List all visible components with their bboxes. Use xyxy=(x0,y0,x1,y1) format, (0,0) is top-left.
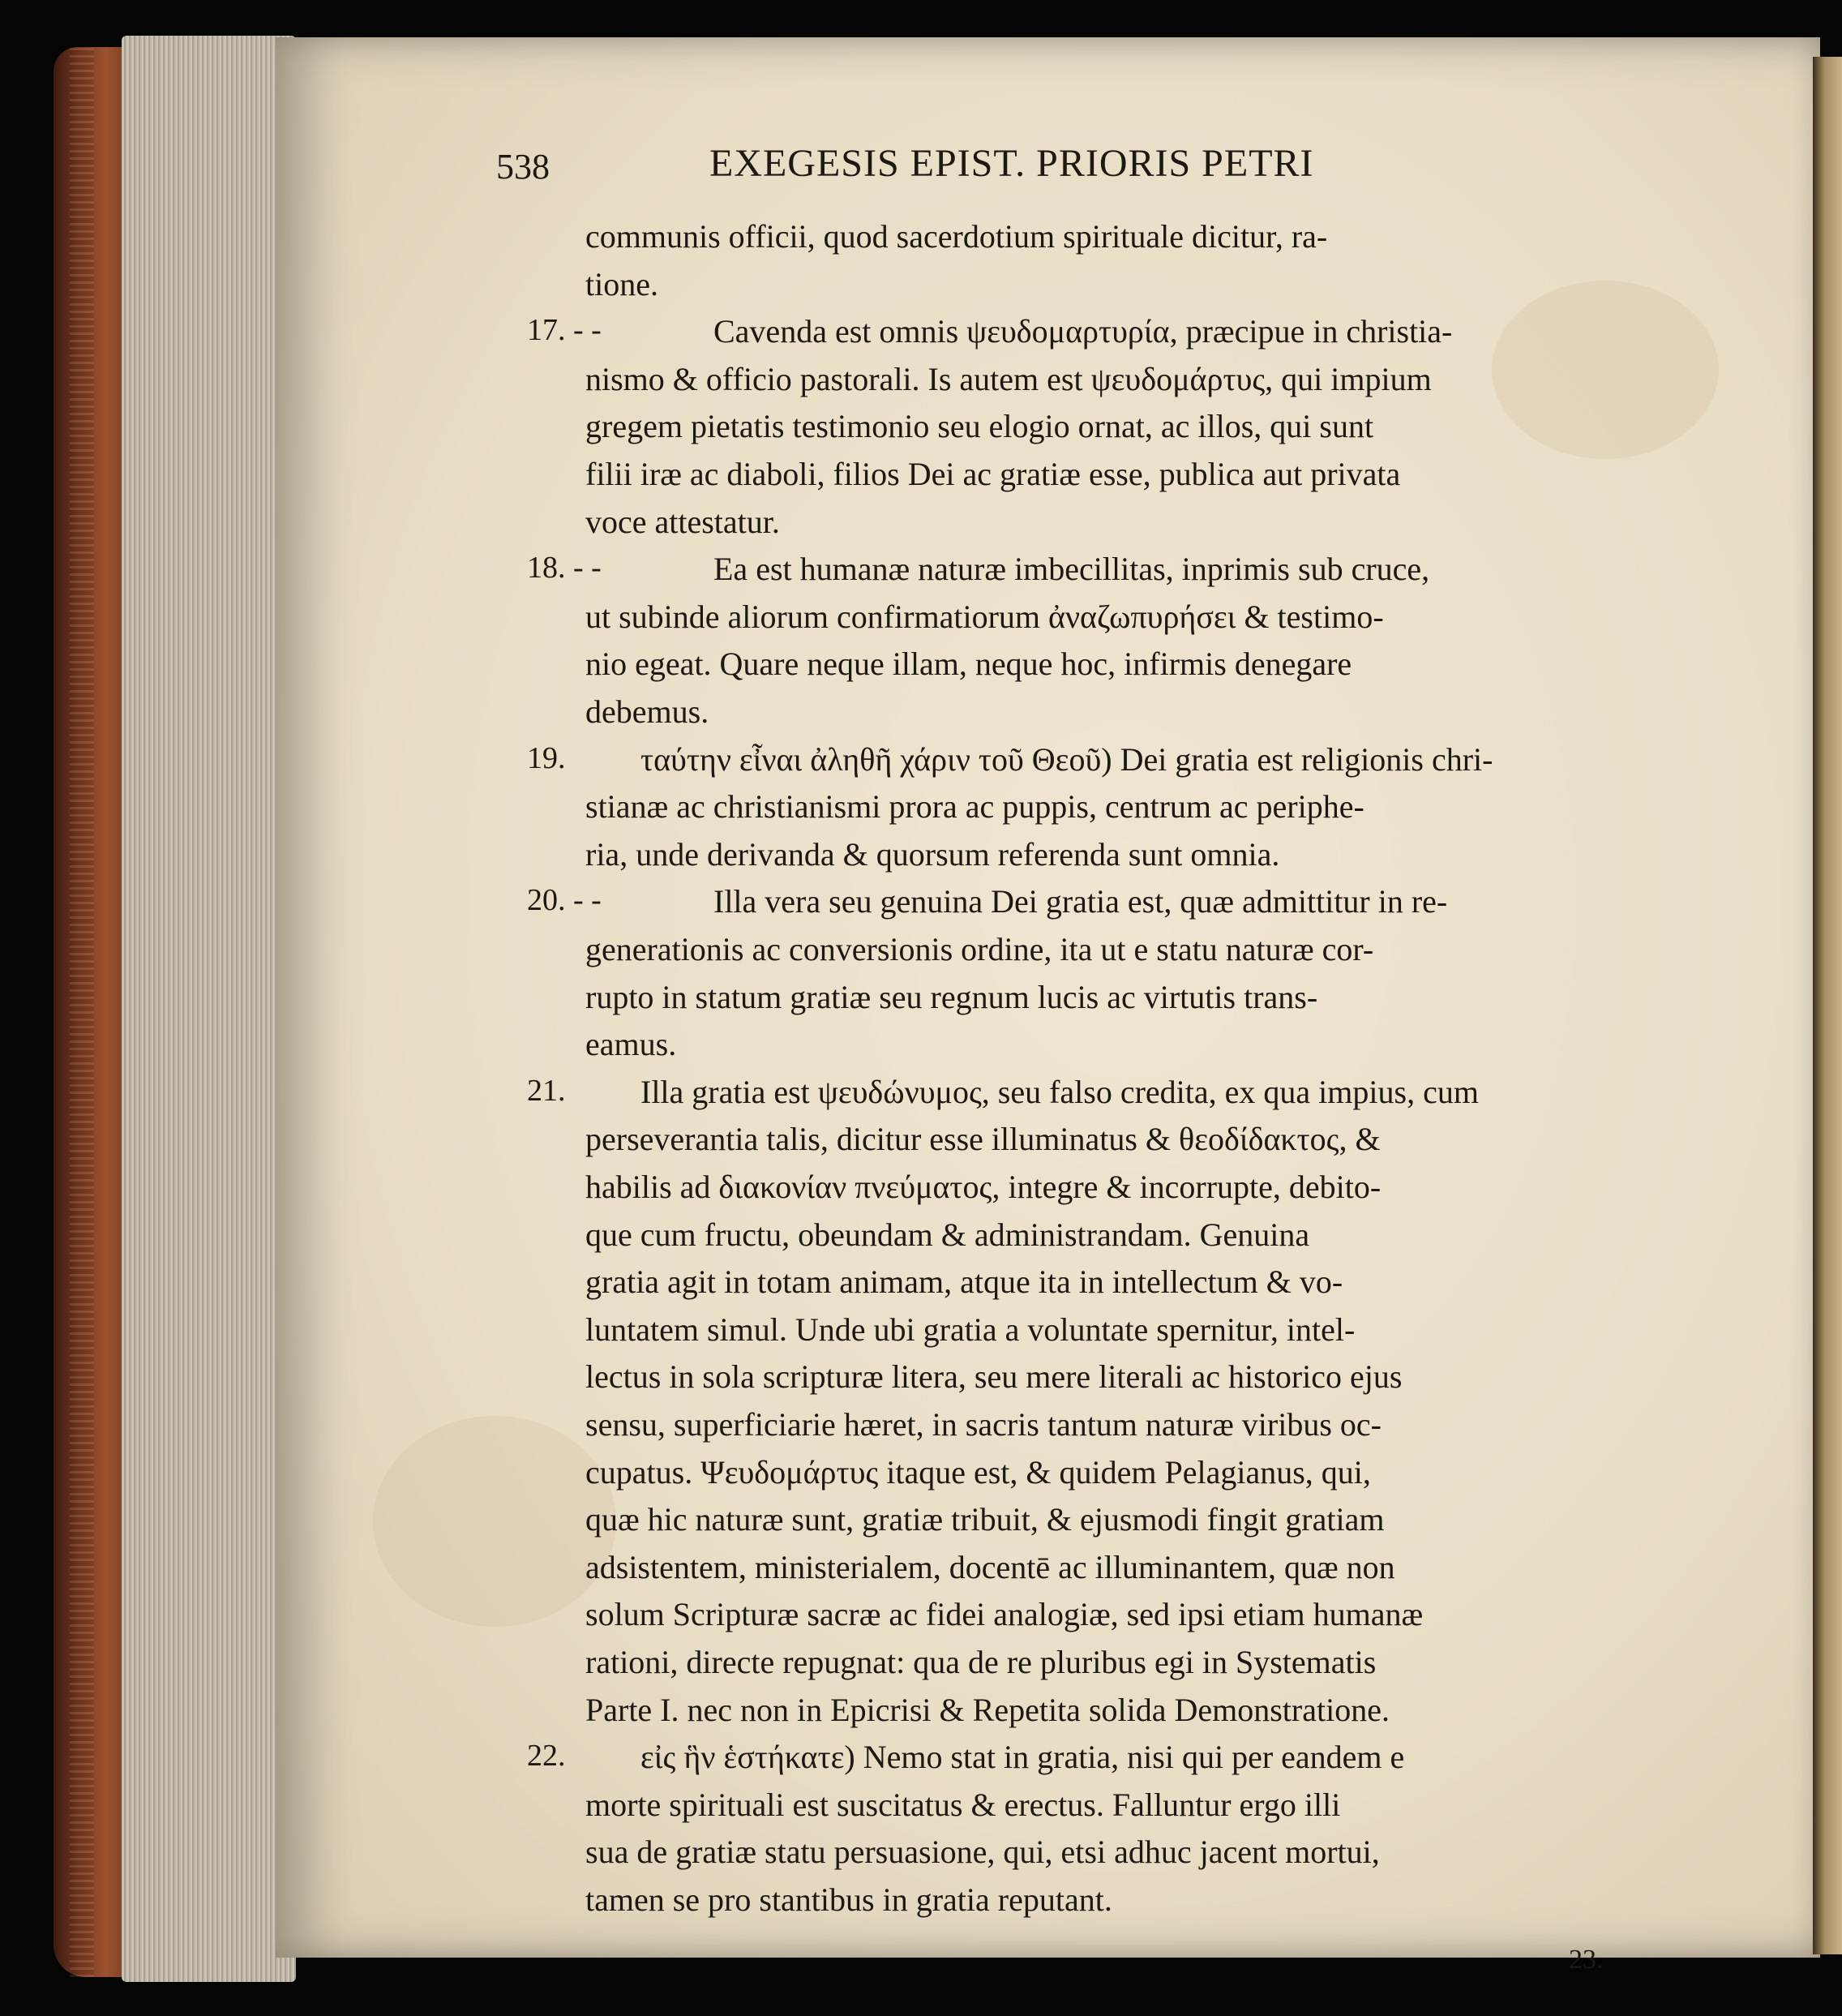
text-line: morte spirituali est suscitatus & erectus. Falluntur ergo illi xyxy=(585,1786,1341,1823)
paragraph-number: 21. xyxy=(527,1073,566,1108)
text-line: eamus. xyxy=(585,1026,677,1063)
paper-stain xyxy=(373,1416,616,1627)
text-line: luntatem simul. Unde ubi gratia a voluntate spernitur, intel- xyxy=(585,1310,1356,1348)
text-line: tamen se pro stantibus in gratia reputant. xyxy=(585,1881,1112,1918)
text-line: debemus. xyxy=(585,693,709,730)
text-line: generationis ac conversionis ordine, ita ut e statu naturæ cor- xyxy=(585,931,1374,967)
text-line: Cavenda est omnis ψευδομαρτυρία, præcipue in christia- xyxy=(713,313,1453,350)
text-line: adsistentem, ministerialem, docentē ac illuminantem, quæ non xyxy=(585,1548,1395,1585)
text-line: solum Scripturæ sacræ ac fidei analogiæ, sed ipsi etiam humanæ xyxy=(585,1596,1424,1633)
text-line: gratia agit in totam animam, atque ita in intellectum & vo- xyxy=(585,1263,1343,1301)
paragraph-number: 22. xyxy=(527,1739,566,1774)
text-line: ut subinde aliorum confirmatiorum ἀναζωπυρήσει & testimo- xyxy=(585,598,1384,635)
next-leaf-edge xyxy=(1813,57,1842,1954)
text-line: communis officii, quod sacerdotium spirituale dicitur, ra- xyxy=(585,218,1328,255)
text-line: stianæ ac christianismi prora ac puppis, centrum ac periphe- xyxy=(585,788,1364,826)
text-line: nio egeat. Quare neque illam, neque hoc, infirmis denegare xyxy=(585,646,1352,683)
text-line: lectus in sola scripturæ litera, seu mere literali ac historico ejus xyxy=(585,1358,1403,1396)
text-line: rupto in statum gratiæ seu regnum lucis ac virtutis trans- xyxy=(585,978,1318,1015)
text-line: que cum fructu, obeundam & administrandam. Genuina xyxy=(585,1216,1310,1253)
text-line: ria, unde derivanda & quorsum referenda sunt omnia. xyxy=(585,835,1280,873)
text-line: cupatus. Ψευδομάρτυς itaque est, & quidem Pelagianus, qui, xyxy=(585,1453,1371,1491)
page-edge-stack xyxy=(122,36,296,1982)
text-line: rationi, directe repugnat: qua de re pluribus egi in Systematis xyxy=(585,1644,1377,1680)
text-line: Ea est humanæ naturæ imbecillitas, inprimis sub cruce, xyxy=(713,551,1430,588)
paragraph-number: 17. - - xyxy=(527,313,602,348)
text-line: habilis ad διακονίαν πνεύματος, integre & incorrupte, debito- xyxy=(585,1169,1382,1205)
text-line: Illa vera seu genuina Dei gratia est, quæ admittitur in re- xyxy=(713,883,1448,920)
text-line: sua de gratiæ statu persuasione, qui, etsi adhuc jacent mortui, xyxy=(585,1834,1380,1871)
text-line: gregem pietatis testimonio seu elogio ornat, ac illos, qui sunt xyxy=(585,408,1374,445)
text-line: nismo & officio pastorali. Is autem est ψευδομάρτυς, qui impium xyxy=(585,360,1432,397)
text-line: εἰς ἣν ἑστήκατε) Nemo stat in gratia, nisi qui per eandem e xyxy=(640,1739,1405,1776)
catchword: 23. xyxy=(1569,1944,1604,1975)
text-line: quæ hic naturæ sunt, gratiæ tribuit, & ejusmodi fingit gratiam xyxy=(585,1501,1385,1538)
running-head: EXEGESIS EPIST. PRIORIS PETRI xyxy=(709,142,1314,185)
text-line: voce attestatur. xyxy=(585,503,780,540)
text-line: tione. xyxy=(585,265,658,302)
paper-stain xyxy=(1492,281,1719,459)
paragraph-number: 18. - - xyxy=(527,551,602,585)
page-number: 538 xyxy=(496,147,550,187)
paragraph-number: 20. - - xyxy=(527,883,602,918)
text-line: filii iræ ac diaboli, filios Dei ac gratiæ esse, publica aut privata xyxy=(585,456,1401,492)
text-line: perseverantia talis, dicitur esse illuminatus & θεοδίδακτος, & xyxy=(585,1121,1381,1158)
paragraph-number: 19. xyxy=(527,740,566,775)
text-line: sensu, superficiarie hæret, in sacris tantum naturæ viribus oc- xyxy=(585,1406,1382,1443)
text-line: Parte I. nec non in Epicrisi & Repetita solida Demonstratione. xyxy=(585,1691,1390,1728)
text-line: ταύτην εἶναι ἀληθῆ χάριν τοῦ Θεοῦ) Dei gratia est religionis chri- xyxy=(640,740,1493,778)
text-line: Illa gratia est ψευδώνυμος, seu falso credita, ex qua impius, cum xyxy=(640,1073,1479,1110)
